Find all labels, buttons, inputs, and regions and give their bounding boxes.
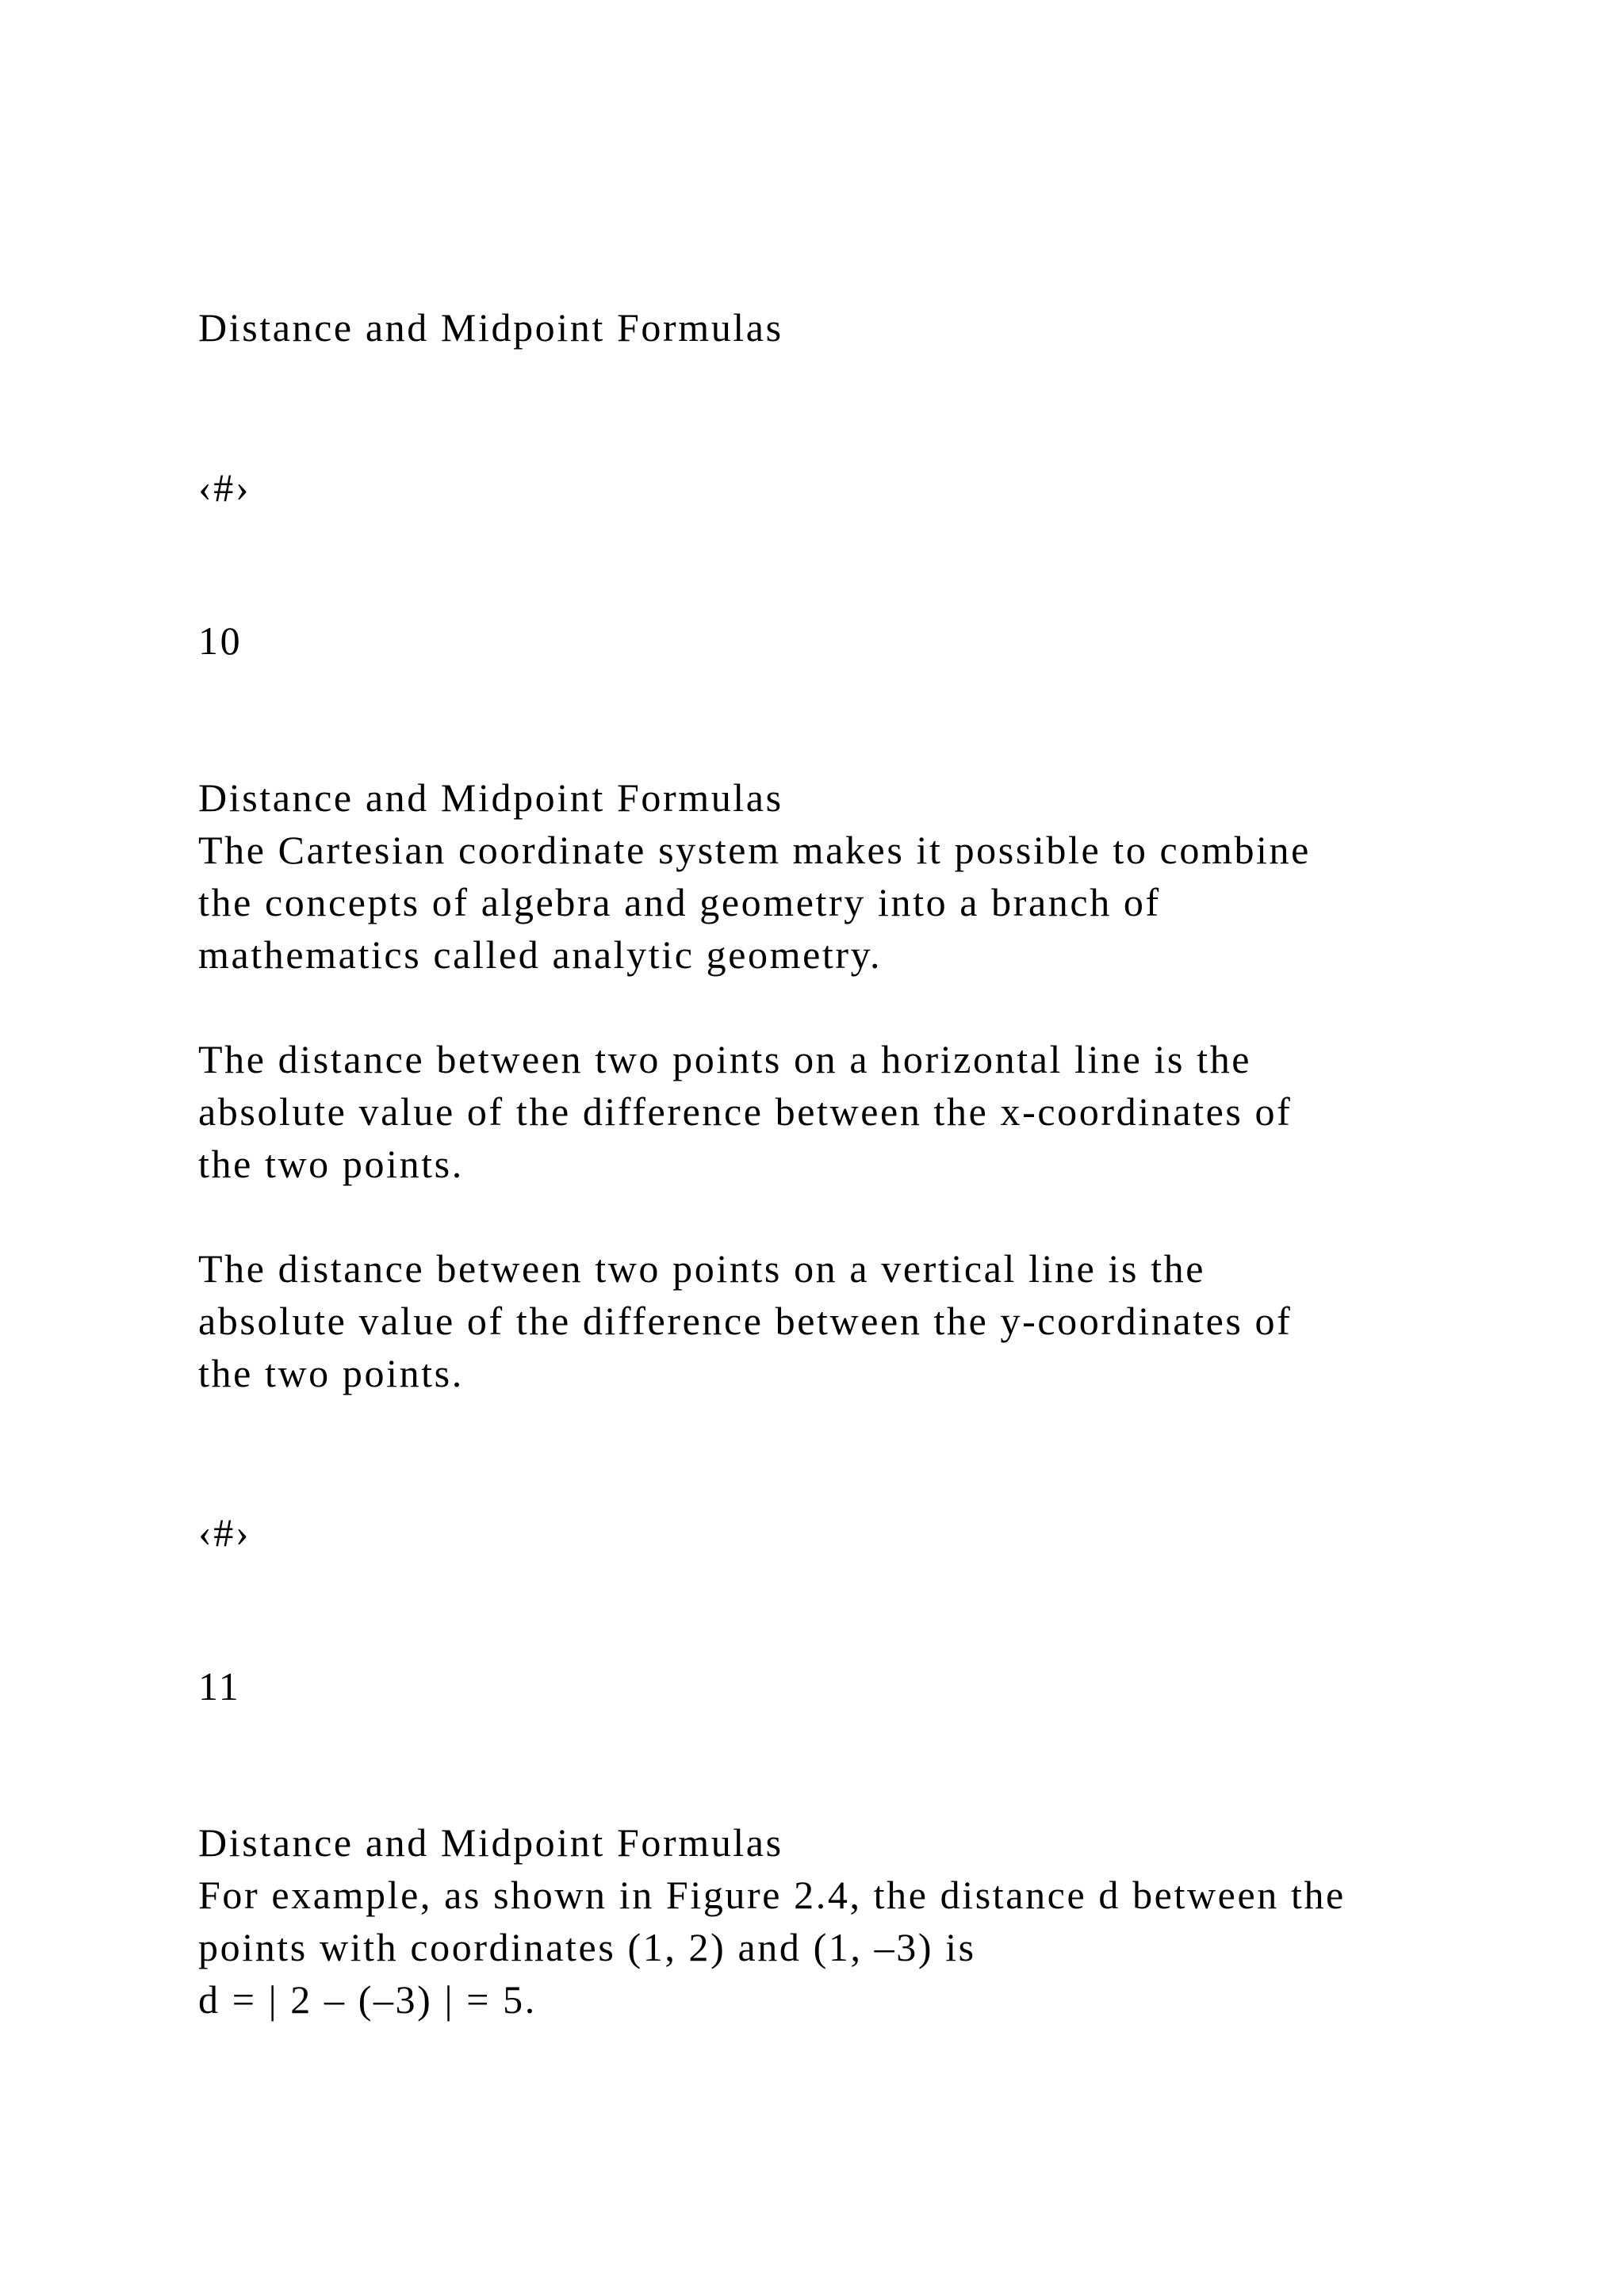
paragraph-line: the concepts of algebra and geometry into a branch of: [198, 880, 1161, 924]
paragraph-line: The distance between two points on a vertical line is the: [198, 1246, 1206, 1291]
paragraph-line: points with coordinates (1, 2) and (1, –3) is: [198, 1925, 976, 1969]
slide-number-placeholder: ‹#›: [198, 1510, 251, 1555]
paragraph-line: The Cartesian coordinate system makes it possible to combine: [198, 828, 1311, 872]
paragraph-line: absolute value of the difference between the y-coordinates of: [198, 1299, 1293, 1343]
section-heading: Distance and Midpoint Formulas: [198, 775, 783, 820]
paragraph-line: the two points.: [198, 1351, 464, 1395]
section-heading: Distance and Midpoint Formulas: [198, 305, 783, 350]
paragraph-line: The distance between two points on a horizontal line is the: [198, 1037, 1252, 1081]
paragraph-line: mathematics called analytic geometry.: [198, 932, 883, 977]
slide-number-placeholder: ‹#›: [198, 465, 251, 510]
paragraph-line: absolute value of the difference between the x-coordinates of: [198, 1089, 1293, 1134]
section-heading: Distance and Midpoint Formulas: [198, 1820, 783, 1865]
slide-number: 11: [198, 1664, 241, 1709]
paragraph-line: d = | 2 – (–3) | = 5.: [198, 1977, 537, 2022]
paragraph-line: For example, as shown in Figure 2.4, the distance d between the: [198, 1873, 1346, 1917]
paragraph-line: the two points.: [198, 1142, 464, 1186]
slide-number: 10: [198, 618, 243, 663]
